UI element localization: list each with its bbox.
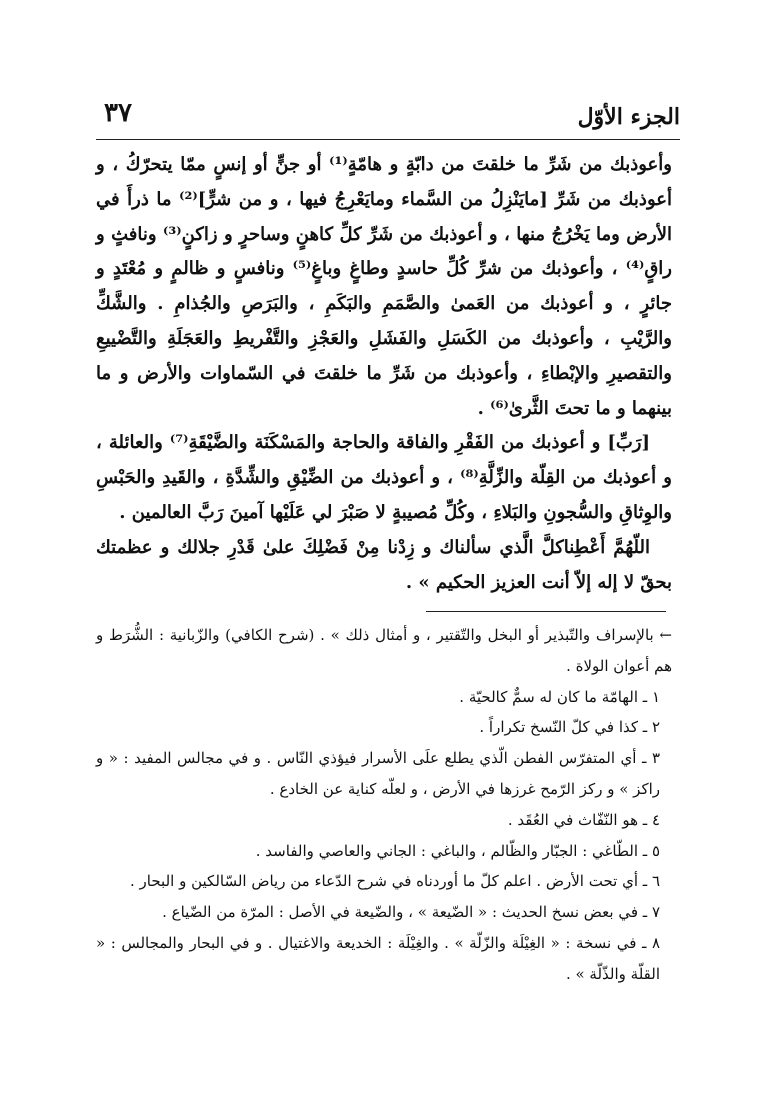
footnote-4: ٤ ـ هو النّفّاث في العُقَد .: [507, 810, 660, 829]
footnote-6: ٦ ـ أي تحت الأرض . اعلم كلّ ما أوردناه في شرح الدّعاء من رياض السّالكين و البحار .: [130, 872, 660, 891]
footnote-3: ٣ ـ أي المتفرّس الفطن الّذي يطلع علَى الأسرار فيؤذي النّاس . و في مجالس المفيد : « و راكز » و ركز الرّمح غرزها في الأرض ، و لعلّه كناية عن الخادع .: [96, 749, 660, 798]
footnotes: [96, 620, 672, 990]
footnote-2: ٢ ـ كذا في كلّ النّسخ تكراراً .: [479, 718, 660, 737]
header-divider: [96, 139, 680, 140]
footnote-continued: ← بالإسراف والتّبذير أو البخل والتّقتير ، و أمثال ذلك » . (شرح الكافي) والزّبانية : الشُّرَط و هم أعوان الولاة .: [96, 626, 672, 675]
paragraph: وأعوذبك من شَرِّ ما خلقتَ من دابّةٍ و هامّةٍ⁽¹⁾ أو جنٍّ أو إنسٍ ممّا يتحرّكُ ، و أعوذبك من شَرِّ [مايَنْزِلُ من السَّماء ومايَعْرِجُ فيها ، و من شرٍّ]⁽²⁾ ما ذرأَ في الأرض وما يَخْرُجُ منها ، و أعوذبك من شَرِّ كلِّ كاهنٍ وساحرٍ و زاكنٍ⁽³⁾ ونافثٍ و راقٍ⁽⁴⁾ ، وأعوذبك من شرِّ كُلِّ حاسدٍ وطاغٍ وباغٍ⁽⁵⁾ ونافسٍ و ظالمٍ و مُعْتَدٍ و جائرٍ ، و أعوذبك من العَمىٰ والصَّمَمِ والبَكَمِ ، والبَرَصِ والجُذامِ . والشَّكِّ والرَّيْبِ ، وأعوذبك من الكَسَلِ والفَشَلِ والعَجْزِ والتَّفْريطِ والعَجَلَةِ والتَّضْييعِ والتقصيرِ والإبْطاءِ ، وأعوذبك من شَرِّ ما خلقتَ في السّماوات والأرض و ما بينهما و ما تحتَ الثَّرىٰ⁽⁶⁾ .: [96, 154, 672, 419]
page-number: ٣٧: [104, 98, 132, 128]
footnote-1: ١ ـ الهامّة ما كان له سمٌّ كالحيّة .: [459, 687, 660, 706]
footnote-5: ٥ ـ الطّاغي : الجبّار والظّالم ، والباغي : الجاني والعاصي والفاسد .: [255, 841, 660, 860]
page-header: [96, 96, 680, 136]
paragraph: اللّهُمَّ أَعْطِناكلَّ الَّذي سألناك و زِدْنا مِنْ فَضْلِكَ علىٰ قَدْرِ جلالك و عظمتك بحقّ لا إله إلاّ أنت العزيز الحكيم » .: [96, 536, 672, 593]
footnote-7: ٧ ـ في بعض نسخ الحديث : « الضّيعة » ، والضّيعة في الأصل : المرّة من الضّياع .: [162, 903, 660, 922]
paragraph: [رَبِّ] و أعوذبك من الفَقْرِ والفاقة والحاجة والمَسْكَنَة والضَّيْقَةِ⁽⁷⁾ والعائلة ، و أعوذبك من القِلّة والزِّلَّةِ⁽⁸⁾ ، و أعوذبك من الضِّيْقِ والشِّدَّةِ ، والقَيدِ والحَبْسِ والوِثاقِ والسُّجونِ والبَلاءِ ، وكُلِّ مُصيبةٍ لا صَبْرَ لي عَلَيْها آمينَ رَبَّ العالمين .: [96, 432, 672, 523]
main-text: [96, 148, 672, 600]
running-title: الجزء الأوّل: [577, 104, 680, 130]
footnote-divider: [426, 611, 666, 612]
footnote-8: ٨ ـ في نسخة : « الغِيْلَة والزّلّة » . والغِيْلَة : الخديعة والاغتيال . و في البحار والمجالس : « القلّة والذّلّة » .: [96, 933, 660, 983]
